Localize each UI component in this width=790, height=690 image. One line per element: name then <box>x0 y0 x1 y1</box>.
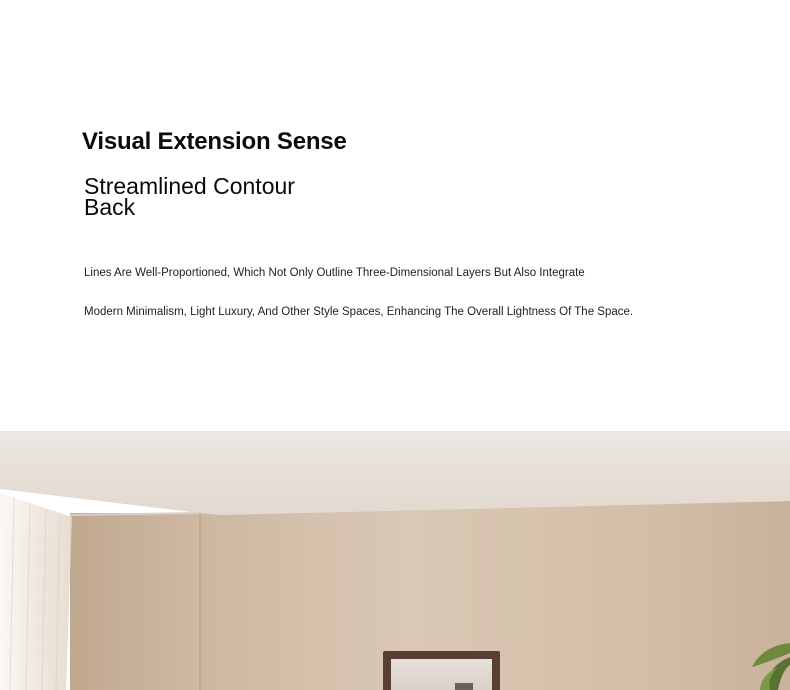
room-interior-photo <box>0 431 790 690</box>
feature-title: Visual Extension Sense <box>82 128 347 155</box>
wall-mirror-glass <box>391 659 492 690</box>
feature-description-line-1: Lines Are Well-Proportioned, Which Not Only Outline Three-Dimensional Layers But Also Integrate <box>84 267 585 279</box>
mirror-reflection <box>455 683 473 690</box>
feature-description-line-2: Modern Minimalism, Light Luxury, And Other Style Spaces, Enhancing The Overall Lightness Of The Space. <box>84 306 634 318</box>
side-wall <box>70 513 200 690</box>
ceiling <box>0 431 790 515</box>
room-interior-illustration <box>0 431 790 690</box>
feature-subtitle: Streamlined Contour Back <box>84 173 295 220</box>
